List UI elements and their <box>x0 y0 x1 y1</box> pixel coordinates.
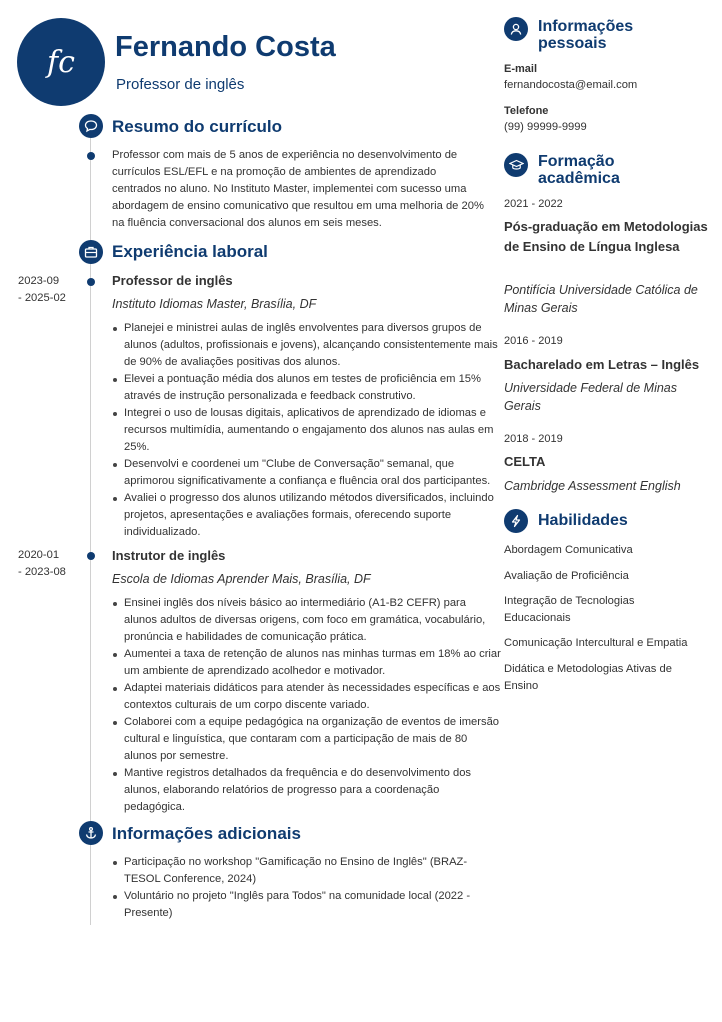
education-title-line1: Formação <box>538 153 615 170</box>
job-dot <box>87 552 95 560</box>
monogram-logo: fc <box>17 18 105 106</box>
candidate-name: Fernando Costa <box>115 31 336 63</box>
education-school: Pontifícia Universidade Católica de Minas Gerais <box>504 283 698 315</box>
job-dot <box>87 278 95 286</box>
skill-item: Comunicação Intercultural e Empatia <box>504 637 688 649</box>
list-item: Voluntário no projeto "Inglês para Todos" na comunidade local (2022 - Presente) <box>124 888 484 922</box>
education-dates: 2016 - 2019 <box>504 335 563 347</box>
job-bullets <box>112 320 502 541</box>
job-organization: Escola de Idiomas Aprender Mais, Brasília, DF <box>112 572 371 586</box>
list-item: Integrei o uso de lousas digitais, aplicativos de aprendizado de idiomas e recursos multimídia, aumentando o engajamento dos alunos nas aulas em 25%. <box>124 405 502 456</box>
education-dates: 2018 - 2019 <box>504 433 563 445</box>
education-school: Cambridge Assessment English <box>504 479 681 493</box>
lightning-icon <box>504 509 528 533</box>
job-date-start: 2020-01 <box>18 549 60 561</box>
phone-value[interactable]: (99) 99999-9999 <box>504 121 587 133</box>
job-date-start: 2023-09 <box>18 275 60 287</box>
list-item: Adaptei materiais didáticos para atender às necessidades específicas e aos contextos culturais de um corpo discente variado. <box>124 680 502 714</box>
list-item: Ensinei inglês dos níveis básico ao intermediário (A1-B2 CEFR) para alunos adultos de diversas origens, com foco em gramática, vocabulário, pronúncia e habilidades de comunicação prática. <box>124 595 502 646</box>
skill-item: Didática e Metodologias Ativas de Ensino <box>504 663 672 692</box>
graduation-cap-icon <box>504 153 528 177</box>
email-label: E-mail <box>504 63 538 75</box>
education-degree: CELTA <box>504 454 546 469</box>
additional-bullets <box>112 854 484 922</box>
experience-title: Experiência laboral <box>112 242 268 261</box>
summary-title: Resumo do currículo <box>112 117 283 136</box>
candidate-role: Professor de inglês <box>116 76 245 93</box>
education-degree: Bacharelado em Letras – Inglês <box>504 357 700 372</box>
personal-info-title-line1: Informações <box>538 18 634 35</box>
list-item: Participação no workshop "Gamificação no Ensino de Inglês" (BRAZ-TESOL Conference, 2024) <box>124 854 484 888</box>
phone-label: Telefone <box>504 105 549 117</box>
list-item: Desenvolvi e coordenei um "Clube de Conversação" semanal, que aprimorou significativamente a confiança e fluência oral dos participantes. <box>124 456 502 490</box>
summary-dot <box>87 152 95 160</box>
job-organization: Instituto Idiomas Master, Brasília, DF <box>112 297 317 311</box>
list-item: Planejei e ministrei aulas de inglês envolventes para diversos grupos de alunos (adultos, profissionais e jovens), alcançando consistentemente mais de 90% de avaliações positivas dos alunos. <box>124 320 502 371</box>
skill-item: Avaliação de Proficiência <box>504 570 629 582</box>
anchor-icon <box>79 821 103 845</box>
education-title-line2: acadêmica <box>538 170 620 187</box>
job-date-end: - 2023-08 <box>18 566 66 578</box>
list-item: Elevei a pontuação média dos alunos em testes de proficiência em 15% através de instrução personalizada e feedback construtivo. <box>124 371 502 405</box>
list-item: Aumentei a taxa de retenção de alunos nas minhas turmas em 18% ao criar um ambiente de aprendizado acolhedor e motivador. <box>124 646 502 680</box>
education-degree: Pós-graduação em Metodologias de Ensino de Língua Inglesa <box>504 219 708 254</box>
skills-title: Habilidades <box>538 512 628 529</box>
list-item: Avaliei o progresso dos alunos utilizando métodos diversificados, incluindo projetos, apresentações e avaliações formais, oferecendo suporte individualizado. <box>124 490 502 541</box>
list-item: Colaborei com a equipe pedagógica na organização de eventos de imersão cultural e linguística, que contaram com a participação de mais de 80 alunos por semestre. <box>124 714 502 765</box>
job-title: Professor de inglês <box>112 273 233 288</box>
email-value[interactable]: fernandocosta@email.com <box>504 79 638 91</box>
education-dates: 2021 - 2022 <box>504 198 563 210</box>
personal-info-title-line2: pessoais <box>538 35 607 52</box>
additional-info-title: Informações adicionais <box>112 824 301 843</box>
job-title: Instrutor de inglês <box>112 548 226 563</box>
job-bullets <box>112 595 502 816</box>
education-school: Universidade Federal de Minas Gerais <box>504 381 678 413</box>
chat-bubble-icon <box>79 114 103 138</box>
user-icon <box>504 17 528 41</box>
briefcase-icon <box>79 240 103 264</box>
summary-text: Professor com mais de 5 anos de experiência no desenvolvimento de currículos ESL/EFL e na promoção de ambientes de aprendizado centrados no aluno. No Instituto Master, implementei com sucesso uma abordagem de ensino comunicativo que resultou em uma melhoria de 20% na fluência conversacional dos alunos em seis meses. <box>112 149 484 229</box>
skill-item: Integração de Tecnologias Educacionais <box>504 595 635 624</box>
job-date-end: - 2025-02 <box>18 292 66 304</box>
skill-item: Abordagem Comunicativa <box>504 544 633 556</box>
list-item: Mantive registros detalhados da frequência e do desenvolvimento dos alunos, elaborando relatórios de progresso para a coordenação pedagógica. <box>124 765 502 816</box>
